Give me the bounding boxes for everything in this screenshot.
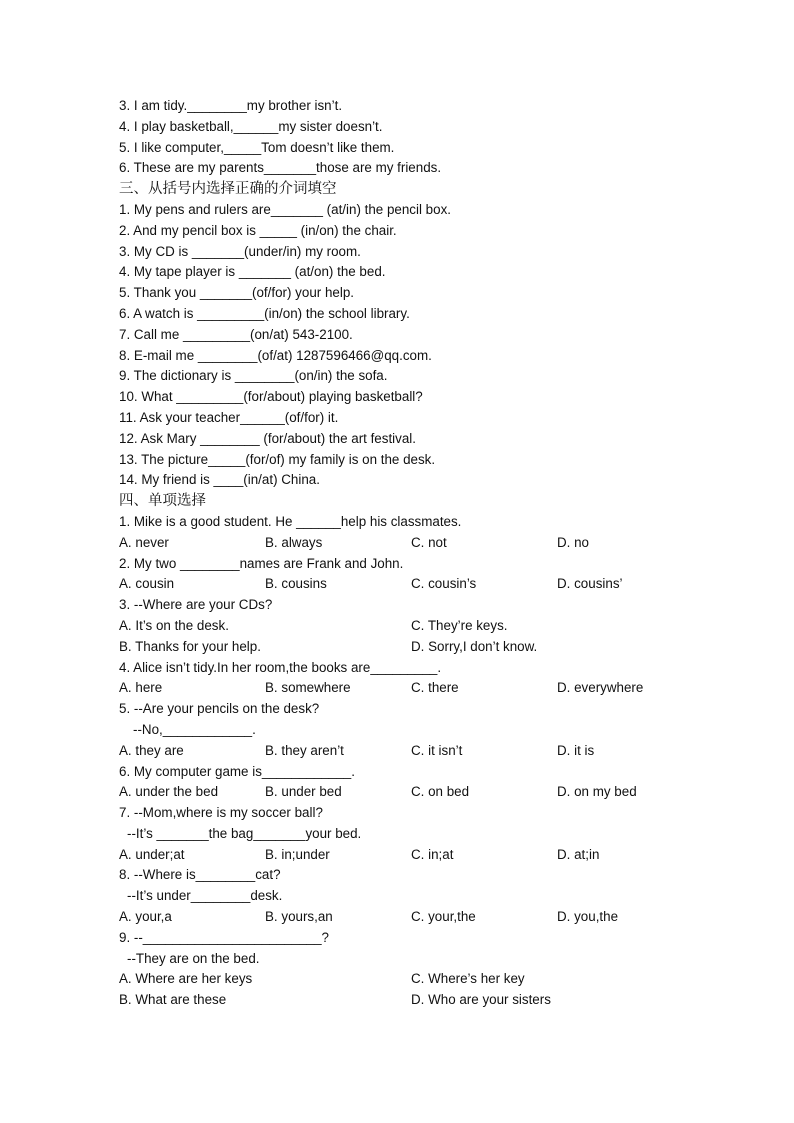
answer-line: --It’s under________desk.	[127, 888, 283, 904]
question-line: 6. These are my parents_______those are my friends.	[119, 160, 442, 176]
option-d: D. everywhere	[557, 680, 644, 696]
option-c: C. in;at	[411, 846, 454, 862]
question-line: 14. My friend is ____(in/at) China.	[119, 472, 320, 488]
question-stem: 2. My two ________names are Frank and John.	[119, 555, 404, 571]
question-line: 5. I like computer,_____Tom doesn’t like them.	[119, 139, 395, 155]
options-row	[119, 678, 719, 699]
option-a: A. your,a	[119, 909, 172, 925]
question-line: 3. My CD is _______(under/in) my room.	[119, 243, 361, 259]
option-b: B. always	[265, 534, 323, 550]
options-row	[119, 574, 719, 595]
question-line: 8. E-mail me ________(of/at) 1287596466@qq.com.	[119, 347, 432, 363]
option-c: C. They’re keys.	[411, 617, 508, 633]
question-stem: 4. Alice isn’t tidy.In her room,the books are_________.	[119, 659, 442, 675]
option-b: B. in;under	[265, 846, 330, 862]
worksheet-page	[119, 96, 719, 1011]
question-stem: 8. --Where is________cat?	[119, 867, 281, 883]
option-b: B. yours,an	[265, 909, 333, 925]
option-a: A. under;at	[119, 846, 185, 862]
option-d: D. Who are your sisters	[411, 992, 551, 1008]
option-c: C. on bed	[411, 784, 470, 800]
question-line: 2. And my pencil box is _____ (in/on) the chair.	[119, 222, 397, 238]
question-line: 4. I play basketball,______my sister doesn’t.	[119, 118, 383, 134]
option-c: C. not	[411, 534, 447, 550]
answer-line: --It’s _______the bag_______your bed.	[127, 825, 362, 841]
options-row	[119, 907, 719, 928]
question-line: 10. What _________(for/about) playing basketball?	[119, 389, 423, 405]
question-stem: 1. Mike is a good student. He ______help his classmates.	[119, 513, 462, 529]
section-heading: 三、从括号内选择正确的介词填空	[119, 181, 337, 198]
question-line: 4. My tape player is _______ (at/on) the bed.	[119, 264, 386, 280]
answer-line: --They are on the bed.	[127, 950, 260, 966]
question-stem: 3. --Where are your CDs?	[119, 597, 273, 613]
option-b: B. somewhere	[265, 680, 351, 696]
option-d: D. it is	[557, 742, 595, 758]
options-row	[119, 969, 719, 990]
question-stem: 7. --Mom,where is my soccer ball?	[119, 805, 323, 821]
option-b: B. cousins	[265, 576, 327, 592]
options-row	[119, 990, 719, 1011]
option-c: C. Where’s her key	[411, 971, 525, 987]
option-a: A. here	[119, 680, 163, 696]
option-c: C. your,the	[411, 909, 476, 925]
question-stem: 9. --________________________?	[119, 929, 329, 945]
option-d: D. Sorry,I don’t know.	[411, 638, 538, 654]
options-row	[119, 845, 719, 866]
option-a: A. cousin	[119, 576, 175, 592]
section-heading: 四、单项选择	[119, 493, 206, 510]
question-line: 1. My pens and rulers are_______ (at/in) the pencil box.	[119, 201, 451, 217]
question-line: 11. Ask your teacher______(of/for) it.	[119, 409, 339, 425]
option-c: C. cousin’s	[411, 576, 477, 592]
question-line: 13. The picture_____(for/of) my family is on the desk.	[119, 451, 436, 467]
option-d: D. you,the	[557, 909, 619, 925]
options-row	[119, 616, 719, 637]
question-line: 9. The dictionary is ________(on/in) the sofa.	[119, 368, 388, 384]
question-line: 5. Thank you _______(of/for) your help.	[119, 285, 354, 301]
option-a: A. never	[119, 534, 169, 550]
option-d: D. no	[557, 534, 590, 550]
option-b: B. under bed	[265, 784, 342, 800]
option-a: A. It’s on the desk.	[119, 617, 229, 633]
option-d: D. at;in	[557, 846, 600, 862]
option-d: D. on my bed	[557, 784, 637, 800]
option-b: B. Thanks for your help.	[119, 638, 261, 654]
question-stem: 5. --Are your pencils on the desk?	[119, 701, 320, 717]
option-b: B. they aren’t	[265, 742, 344, 758]
option-a: A. under the bed	[119, 784, 219, 800]
options-row	[119, 741, 719, 762]
option-c: C. it isn’t	[411, 742, 463, 758]
options-row	[119, 637, 719, 658]
question-stem: 6. My computer game is____________.	[119, 763, 355, 779]
option-a: A. Where are her keys	[119, 971, 253, 987]
options-row	[119, 533, 719, 554]
answer-line: --No,____________.	[133, 721, 256, 737]
option-b: B. What are these	[119, 992, 227, 1008]
options-row	[119, 782, 719, 803]
question-line: 12. Ask Mary ________ (for/about) the art festival.	[119, 430, 416, 446]
question-line: 3. I am tidy.________my brother isn’t.	[119, 98, 343, 113]
question-line: 7. Call me _________(on/at) 543-2100.	[119, 326, 353, 342]
option-d: D. cousins’	[557, 576, 623, 592]
question-line: 6. A watch is _________(in/on) the school library.	[119, 305, 410, 321]
option-c: C. there	[411, 680, 459, 696]
option-a: A. they are	[119, 742, 184, 758]
